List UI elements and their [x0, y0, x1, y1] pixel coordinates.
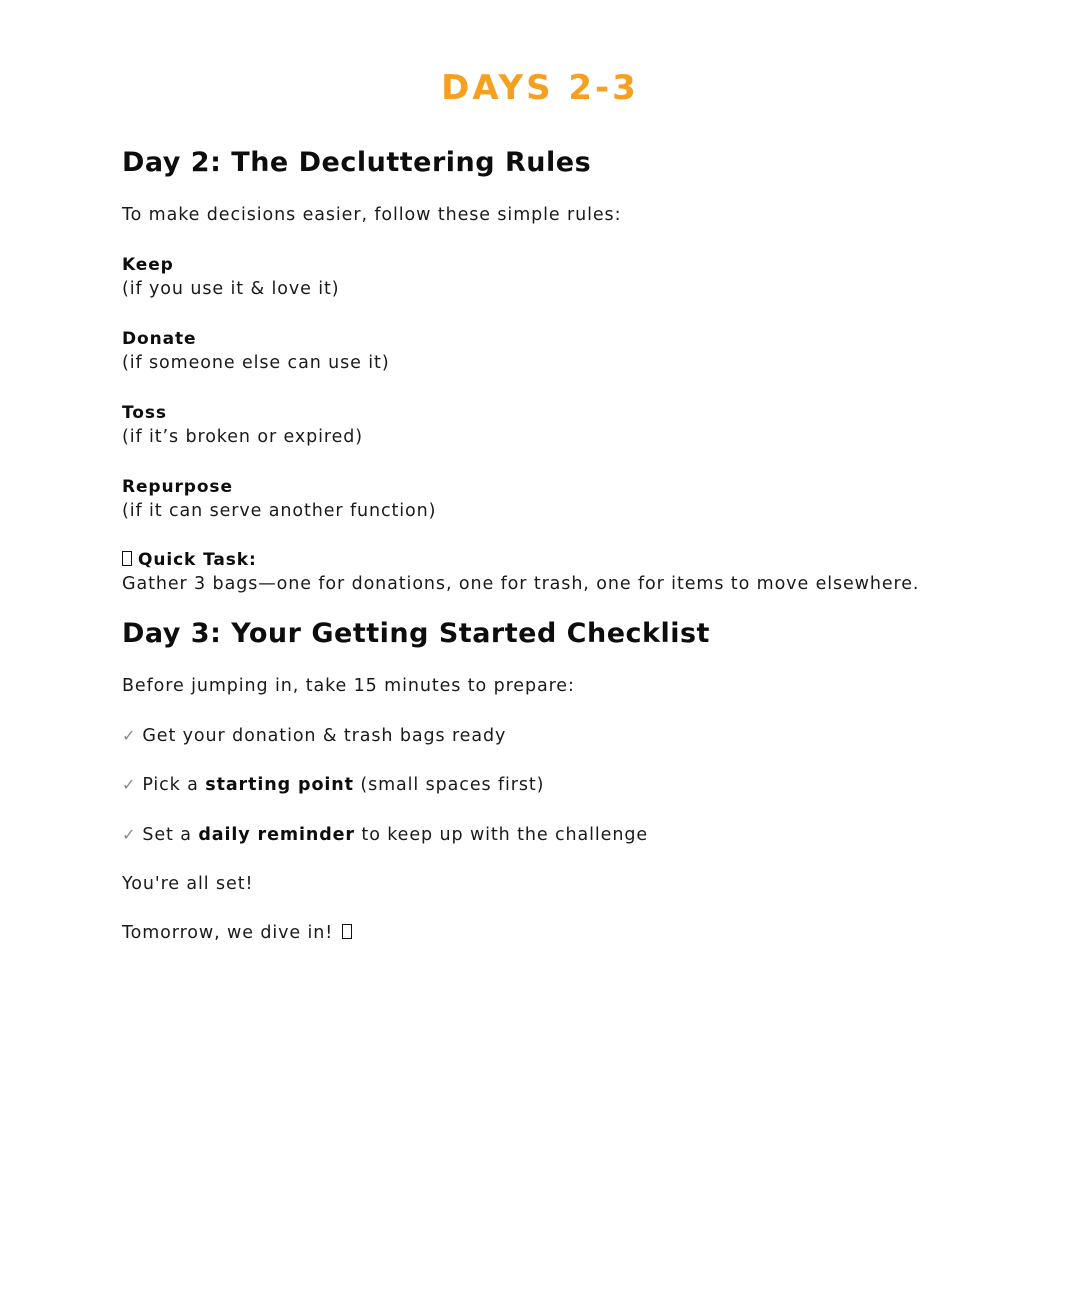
rule-label: Toss	[122, 403, 167, 423]
check-mark-icon: ✓	[122, 825, 137, 844]
check-mark-icon: ✓	[122, 775, 137, 794]
checklist-text: Pick a	[142, 775, 206, 795]
checklist-item	[122, 724, 982, 748]
rule-keep	[122, 253, 982, 301]
checklist-text: Set a	[142, 825, 199, 845]
day3-intro: Before jumping in, take 15 minutes to prepare:	[122, 676, 575, 696]
checklist-bold: starting point	[205, 775, 354, 795]
sign-off-text: Tomorrow, we dive in!	[122, 923, 334, 943]
rule-donate	[122, 327, 982, 375]
rule-toss	[122, 401, 982, 449]
quick-task-label-row	[122, 548, 982, 572]
checklist-text-after: to keep up with the challenge	[354, 825, 649, 845]
checklist-text-after: (small spaces first)	[353, 775, 545, 795]
checklist-bold: daily reminder	[198, 825, 355, 845]
checklist-item	[122, 773, 982, 797]
rule-description: (if you use it & love it)	[122, 279, 340, 299]
day3-heading: Day 3: Your Getting Started Checklist	[122, 618, 710, 649]
missing-glyph-icon	[342, 924, 352, 939]
rule-description: (if it can serve another function)	[122, 501, 437, 521]
rule-label: Keep	[122, 255, 174, 275]
page-title: DAYS 2-3	[441, 68, 639, 108]
checklist-item	[122, 823, 982, 847]
checklist-text: Get your donation & trash bags ready	[142, 726, 507, 746]
day2-heading: Day 2: The Decluttering Rules	[122, 147, 592, 178]
missing-glyph-icon	[122, 551, 132, 566]
quick-task	[122, 548, 982, 596]
quick-task-text: Gather 3 bags—one for donations, one for trash, one for items to move elsewhere.	[122, 574, 920, 594]
rule-description: (if someone else can use it)	[122, 353, 390, 373]
closing-text: You're all set!	[122, 874, 254, 894]
quick-task-label: Quick Task:	[138, 550, 257, 570]
check-mark-icon: ✓	[122, 726, 137, 745]
rule-label: Donate	[122, 329, 197, 349]
day2-intro: To make decisions easier, follow these simple rules:	[122, 205, 622, 225]
rule-repurpose	[122, 475, 982, 523]
sign-off	[122, 921, 982, 945]
rule-label: Repurpose	[122, 477, 233, 497]
rule-description: (if it’s broken or expired)	[122, 427, 363, 447]
